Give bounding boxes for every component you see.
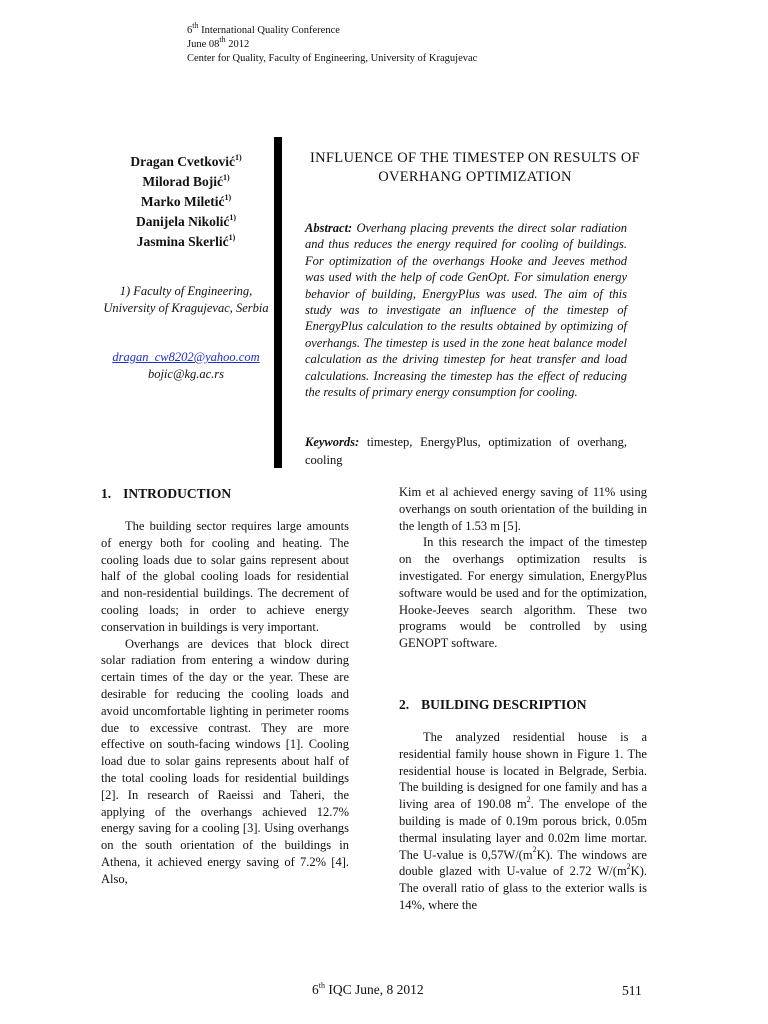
keywords <box>305 433 627 469</box>
author-emails <box>100 349 272 382</box>
email-secondary: bojic@kg.ac.rs <box>147 366 225 381</box>
email-link[interactable]: dragan_cw8202@yahoo.com <box>112 350 260 364</box>
abstract-label: Abstract: <box>305 221 353 235</box>
divider-bar <box>274 137 282 468</box>
author: Marko Miletić$^{1)}$ <box>140 192 232 209</box>
left-column <box>101 518 349 888</box>
conference-header <box>187 20 478 66</box>
paragraph: In this research the impact of the timestep on the overhangs optimization results is investigated. For energy simulation, EnergyPlus software would be used and for the optimization, Hooke-Jeeves search algorithm. These two programs would be controlled by using GENOPT software. <box>399 535 647 651</box>
footer-conference: 6th IQC June, 8 2012 <box>312 980 424 997</box>
keywords-text: timestep, EnergyPlus, optimization of overhang, cooling <box>305 435 627 467</box>
abstract <box>305 220 627 400</box>
page-number: 511 <box>622 983 642 998</box>
abstract-text: Overhang placing prevents the direct solar radiation and thus reduces the energy required for cooling of buildings. For optimization of the overhangs Hooke and Jeeves method was used with the help of code GenOpt. For simulation energy behavior of building, EnergyPlus was used. The aim of this study was to investigate an influence of the timestep of EnergyPlus calculation to the results obtained by optimizing of overhangs. The timestep is used in the zone heat balance model calculation as the driving timestep for heat transfer and load calculations. Increasing the timestep has the effect of reducing the results of primary energy consumption for cooling. <box>305 221 627 400</box>
conference-organizer: Center for Quality, Faculty of Engineering, University of Kragujevac <box>187 53 478 64</box>
author: Dragan Cvetković$^{1)}$ <box>130 152 242 169</box>
paper-title: INFLUENCE OF THE TIMESTEP ON RESULTS OF OVERHANG OPTIMIZATION <box>310 150 640 185</box>
conference-date: June 08th 2012 <box>187 34 250 50</box>
keywords-label: Keywords: <box>305 435 360 449</box>
right-column-bottom <box>399 729 647 914</box>
author-list <box>100 152 272 252</box>
section-heading-introduction: 1. INTRODUCTION <box>101 486 232 501</box>
paragraph: Kim et al achieved energy saving of 11% using overhangs on south orientation of the building in the length of 1.53 m [5]. <box>399 485 647 533</box>
author: Milorad Bojić$^{1)}$ <box>142 172 230 189</box>
paragraph: Overhangs are devices that block direct solar radiation from entering a window during certain times of the day or the year. These are desirable for reducing the cooling loads and avoid uncomfortable lighting in perimeter rooms due to excessive contrast. They are more effective on south-facing windows [1]. Cooling load due to solar gains represents about half of the total cooling loads for residential buildings [2]. In research of Raeissi and Taheri, the applying of the overhangs achieved 12.7% energy saving for a cooling [3]. Using overhangs on the south orientation of the buildings in Athena, it achieved energy saving of 7.2% [4]. Also, <box>101 636 349 886</box>
author: Danijela Nikolić$^{1)}$ <box>135 212 237 229</box>
paragraph: The analyzed residential house is a residential family house shown in Figure 1. The residential house is located in Belgrade, Serbia. The building is designed for one family and has a living area of 190.08 $m^2$. The envelope of the building is made of 0.19m porous brick, 0.05m thermal insulating layer and 0.02m lime mortar. The U-value is $0,57W/(m^2K)$. The windows are double glazed with U-value of 2.72 $W/(m^2K)$. The overall ratio of glass to the exterior walls is 14%, where the <box>399 730 647 912</box>
right-column-top <box>399 484 647 652</box>
conference-name: 6th International Quality Conference <box>187 20 340 36</box>
section-heading-building-description: 2. BUILDING DESCRIPTION <box>399 697 587 712</box>
affiliation: 1) Faculty of Engineering, University of Kragujevac, Serbia <box>103 284 269 315</box>
paragraph: The building sector requires large amounts of energy both for cooling and heating. The cooling loads due to solar gains represent about half of the global cooling loads for residential and non-residential buildings. The decrement of cooling loads; in order to achieve energy conservation in buildings is very important. <box>101 519 349 634</box>
author: Jasmina Skerlić$^{1)}$ <box>136 232 236 249</box>
